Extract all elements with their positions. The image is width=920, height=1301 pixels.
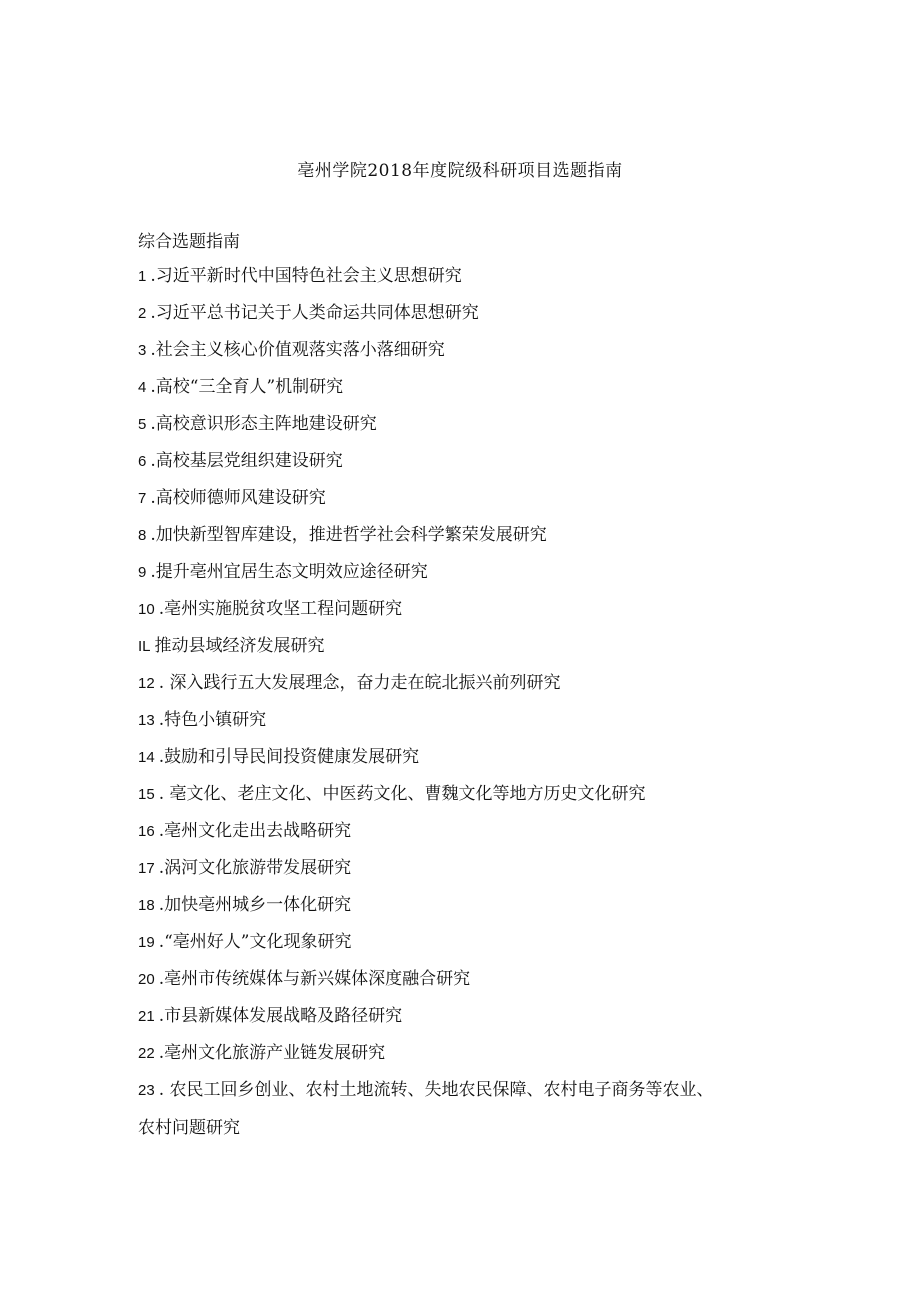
item-text: .“亳州好人”文化现象研究 <box>158 932 352 952</box>
item-number: 16 <box>138 823 155 840</box>
item-text: .高校意识形态主阵地建设研究 <box>150 414 377 434</box>
item-number: 2 <box>138 305 147 322</box>
list-item <box>138 1077 798 1141</box>
item-number: 1 <box>138 268 147 285</box>
item-text: .亳州文化旅游产业链发展研究 <box>158 1043 386 1063</box>
list-item <box>138 818 798 855</box>
item-number: IL <box>138 638 151 655</box>
list-item <box>138 485 798 522</box>
item-text: .习近平新时代中国特色社会主义思想研究 <box>150 266 462 286</box>
item-number: 3 <box>138 342 147 359</box>
list-item <box>138 263 798 300</box>
list-item <box>138 1003 798 1040</box>
item-text: .提升亳州宜居生态文明效应途径研究 <box>150 562 428 582</box>
item-number: 7 <box>138 490 147 507</box>
list-item <box>138 522 798 559</box>
list-item <box>138 448 798 485</box>
item-text: .高校基层党组织建设研究 <box>150 451 343 471</box>
item-number: 15 <box>138 786 155 803</box>
item-text: 推动县域经济发展研究 <box>154 636 325 656</box>
item-number: 19 <box>138 934 155 951</box>
item-number: 8 <box>138 527 147 544</box>
item-number: 18 <box>138 897 155 914</box>
list-item <box>138 707 798 744</box>
section-heading: 综合选题指南 <box>138 232 240 252</box>
item-text-continued: 农村问题研究 <box>138 1118 240 1138</box>
item-text: .鼓励和引导民间投资健康发展研究 <box>158 747 420 767</box>
item-number: 22 <box>138 1045 155 1062</box>
item-number: 9 <box>138 564 147 581</box>
list-item <box>138 781 798 818</box>
list-item <box>138 411 798 448</box>
item-text: .社会主义核心价值观落实落小落细研究 <box>150 340 445 360</box>
item-text: .亳州文化走出去战略研究 <box>158 821 352 841</box>
item-text: .亳州市传统媒体与新兴媒体深度融合研究 <box>158 969 471 989</box>
item-text: . 亳文化、老庄文化、中医药文化、曹魏文化等地方历史文化研究 <box>158 784 646 804</box>
item-number: 10 <box>138 601 155 618</box>
list-item <box>138 855 798 892</box>
item-number: 14 <box>138 749 155 766</box>
item-text: .加快亳州城乡一体化研究 <box>158 895 352 915</box>
item-number: 6 <box>138 453 147 470</box>
list-item <box>138 670 798 707</box>
list-item <box>138 633 798 670</box>
page-title: 亳州学院2018年度院级科研项目选题指南 <box>297 161 623 181</box>
item-text: . 深入践行五大发展理念，奋力走在皖北振兴前列研究 <box>158 673 561 693</box>
item-text: .习近平总书记关于人类命运共同体思想研究 <box>150 303 479 323</box>
item-number: 20 <box>138 971 155 988</box>
list-item <box>138 892 798 929</box>
topic-list <box>138 263 798 1141</box>
item-number: 17 <box>138 860 155 877</box>
item-number: 23 <box>138 1082 155 1099</box>
item-number: 12 <box>138 675 155 692</box>
list-item <box>138 300 798 337</box>
list-item <box>138 337 798 374</box>
item-text: .特色小镇研究 <box>158 710 267 730</box>
item-text: .亳州实施脱贫攻坚工程问题研究 <box>158 599 403 619</box>
item-text: .市县新媒体发展战略及路径研究 <box>158 1006 403 1026</box>
list-item <box>138 559 798 596</box>
item-text: .涡河文化旅游带发展研究 <box>158 858 352 878</box>
item-number: 5 <box>138 416 147 433</box>
list-item <box>138 596 798 633</box>
list-item <box>138 374 798 411</box>
item-number: 13 <box>138 712 155 729</box>
item-text: . 农民工回乡创业、农村土地流转、失地农民保障、农村电子商务等农业、 <box>158 1080 714 1100</box>
list-item <box>138 966 798 1003</box>
item-text: .高校“三全育人”机制研究 <box>150 377 344 397</box>
list-item <box>138 929 798 966</box>
list-item <box>138 1040 798 1077</box>
item-text: .高校师德师风建设研究 <box>150 488 326 508</box>
item-text: .加快新型智库建设，推进哲学社会科学繁荣发展研究 <box>150 525 547 545</box>
item-number: 4 <box>138 379 147 396</box>
item-number: 21 <box>138 1008 155 1025</box>
list-item <box>138 744 798 781</box>
